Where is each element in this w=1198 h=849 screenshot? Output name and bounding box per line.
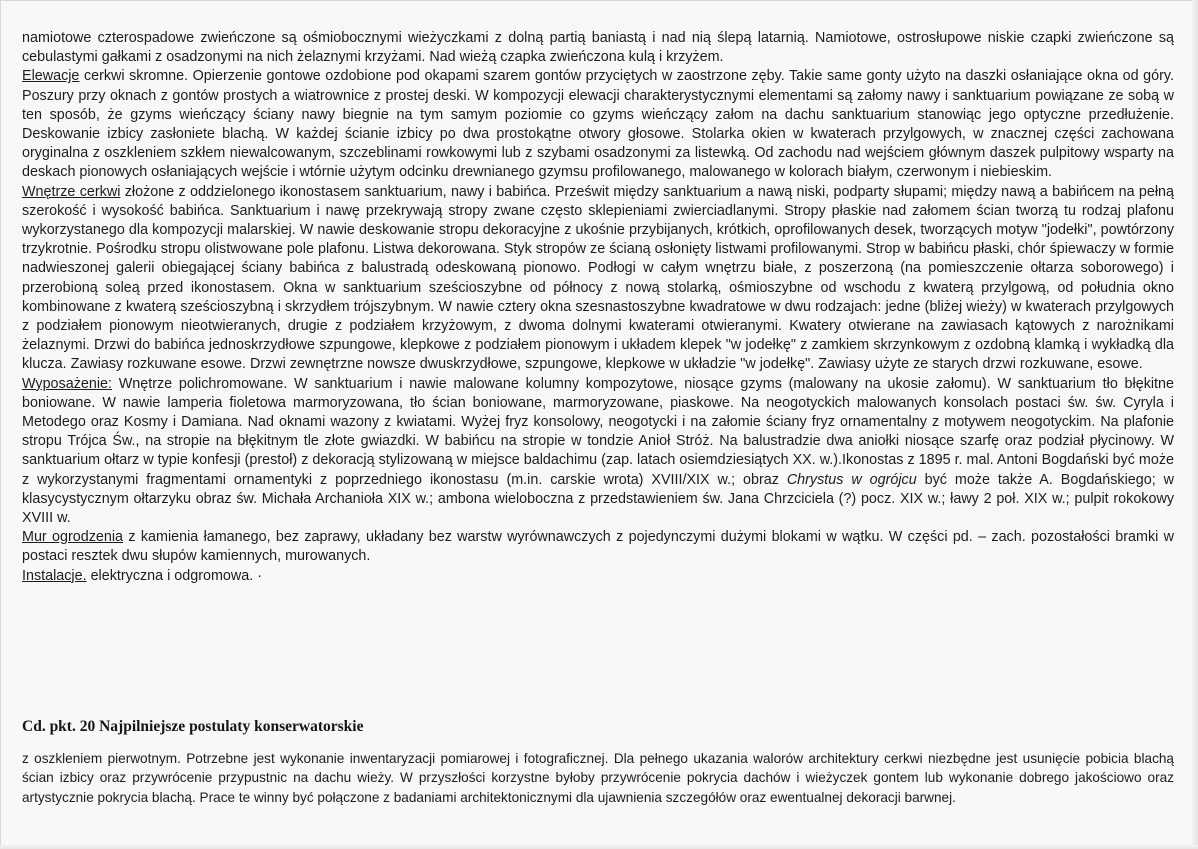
section-wyposazenie — [22, 375, 1174, 529]
intro-paragraph: namiotowe czterospadowe zwieńczone są ośmiobocznymi wieżyczkami z dolną partią baniastą i nad nią ślepą latarnią. Namiotowe, ostrosłupowe niskie czapki zwieńczone są cebulastymi gałkami z osadzonymi na nich żelaznymi krzyżami. Nad wieżą czapka zwieńczona kulą i krzyżem. — [22, 30, 1174, 66]
section-body: cerkwi skromne. Opierzenie gontowe ozdobione pod okapami szarem gontów przyciętych w zaostrzone zęby. Takie same gonty użyto na daszki osłaniające okna od góry. Poszury przy oknach z gontów prostych a wiatrownice z prostej deski. W kompozycji elewacji charakterystycznymi elementami są załomy nawy i sanktuarium powiązane ze sobą w ten sposób, że gzyms wieńczący ściany nawy biegnie na tym samym poziomie co gzyms wieńczący załom na dachu sanktuarium stanowiąc jego optyczne przedłużenie. Deskowanie izbicy zasłoniete blachą. W każdej ścianie izbicy po dwa prostokątne otwory głosowe. Stolarka okien w kwaterach przylgowych, w znacznej części zachowana oryginalna z oszkleniem szkłem niewalcowanym, szczeblinami rowkowymi lub z szybami osadzonymi za listewką. Od zachodu nad wejściem głównym daszek pulpitowy wsparty na deskach pionowych osłaniających wejście i wtórnie użytym odcinku drewnianego gzymsu profilowanego, malowanego w kolorach białym, czerwonym i niebieskim. — [22, 68, 1174, 181]
section-label: Elewacje — [22, 68, 80, 85]
section-body: Wnętrze polichromowane. W sanktuarium i nawie malowane kolumny kompozytowe, niosące gzyms (malowany na ukosie załomu). W sanktuarium tło błękitne boniowane. W nawie lamperia fioletowa marmoryzowana, tło ścian boniowane, marmoryzowane, piaskowe. Na neogotyckich malowanych konsolach postaci św. św. Cyryla i Metodego oraz Kosmy i Damiana. Nad oknami wazony z kwiatami. Wyżej fryz konsolowy, neogotycki i na załomie ściany fryz ornamentalny z motywem neogotyckim. Na plafonie stropu Trójca Św., na stropie na błękitnym tle złote gwiazdki. W babińcu na stropie w tondzie Anioł Stróż. Na balustradzie dwa aniołki niosące szarfę oraz podział płycinowy. W sanktuarium ołtarz w typie konfesji (prestoł) z dekoracją stylizowaną w miejsce baldachimu (zap. latach osiemdziesiątych XX. w.).Ikonostas z 1895 r. mal. Antoni Bogdański być może z wykorzystanymi fragmentami ornamentyki z poprzedniego ikonostasu (m.in. carskie wrota) XVIII/XIX w.; obraz — [22, 375, 1174, 488]
section-wnetrze — [22, 183, 1174, 375]
description-text — [22, 29, 1174, 586]
section-label: Wyposażenie: — [22, 375, 112, 392]
section-elewacje — [22, 67, 1174, 182]
section-label: Wnętrze cerkwi — [22, 183, 121, 200]
scan-edge-right — [1192, 0, 1198, 849]
section-mur — [22, 528, 1174, 566]
section-body: elektryczna i odgromowa. · — [86, 567, 262, 584]
section-instalacje — [22, 567, 1174, 586]
scan-edge-bottom — [0, 845, 1198, 849]
postulates-text — [22, 749, 1174, 807]
section-body-continued: być może także A. Bogdańskiego; w klasycystycznym ołtarzyku obraz św. Michała Archanioła XIX w.; ambona wieloboczna z przedstawieniem św. Jana Chrzciciela (?) pocz. XIX w.; ławy 2 poł. XIX w.; pulpit rokokowy XVIII w. — [22, 471, 1174, 527]
postulates-paragraph: z oszkleniem pierwotnym. Potrzebne jest wykonanie inwentaryzacji pomiarowej i fotograficznej. Dla pełnego ukazania walorów architektury cerkwi niezbędne jest usunięcie pobicia blachą ścian izbicy oraz przywrócenie przypustnic na dachu wieży. W przyszłości korzystne byłoby przywrócenie pokrycia dachów i wieżyczek gontem lub wykonanie dobrego jakościowo oraz artystycznie pokrycia blachą. Prace te winny być połączone z badaniami architektonicznymi dla ujawnienia szczegółów oraz ewentualnej dekoracji barwnej. — [22, 751, 1174, 805]
artwork-title: Chrystus w ogrójcu — [786, 471, 917, 488]
section-heading: Cd. pkt. 20 Najpilniejsze postulaty konserwatorskie — [22, 718, 364, 735]
section-body: złożone z oddzielonego ikonostasem sanktuarium, nawy i babińca. Prześwit między sanktuarium a nawą niski, podparty słupami; między nawą a babińcem na pełną szerokość i wysokość babińca. Sanktuarium i nawę przekrywają stropy zwane często sklepieniami zwierciadlanymi. Stropy płaskie nad załomem ścian tworzą tu rodzaj plafonu wykorzystanego dla kompozycji malarskiej. W nawie deskowanie stropu dekoracyjne z ukośnie przybijanych, krótkich, oprofilowanych desek, tworzących motyw "jodełki", powtórzony trzykrotnie. Pośrodku stropu olistwowane pole plafonu. Listwa dekorowana. Styk stropów ze ścianą osłonięty listwami profilowanymi. Strop w babińcu płaski, chór śpiewaczy w formie nadwieszonej galerii obiegającej ściany babińca z balustradą odeskowaną pionowo. Podłogi w całym wnętrzu białe, z poszerzoną (na pomieszczenie ołtarza soborowego) i przerobioną soleą przed ikonostasem. Okna w sanktuarium sześcioszybne od północy z nową stolarką, ośmioszybne od wschodu z kwaterą przylgową, od południa okno kombinowane z kwaterą sześcioszybną i skrzydłem trójszybnym. W nawie cztery okna szesnastoszybne kwadratowe w dwu rodzajach: jedne (bliżej wieży) w kwaterach przylgowych z podziałem pionowym nieotwieranych, drugie z podziałem krzyżowym, z dwoma dolnymi kwaterami otwieranymi. Kwatery otwierane na zawiasach kątowych z narożnikami żelaznymi. Drzwi do babińca jednoskrzydłowe szpungowe, klepkowe z podziałem pionowym i układem klepek "w jodełkę" z zamkiem skrzynkowym z ozdobną klamką i wykładką dla klucza. Zawiasy rozkuwane esowe. Drzwi zewnętrzne nowsze dwuskrzydłowe, szpungowe, klepkowe w układzie "w jodełkę". Zawiasy użyte ze starych drzwi rozkuwane, esowe. — [22, 183, 1174, 373]
section-body: z kamienia łamanego, bez zaprawy, układany bez warstw wyrównawczych z pojedynczymi dużymi blokami w wątku. W części pd. – zach. pozostałości bramki w postaci resztek dwu słupów kamiennych, murowanych. — [22, 529, 1174, 565]
section-label: Instalacje. — [22, 567, 87, 584]
section-label: Mur ogrodzenia — [22, 529, 124, 546]
